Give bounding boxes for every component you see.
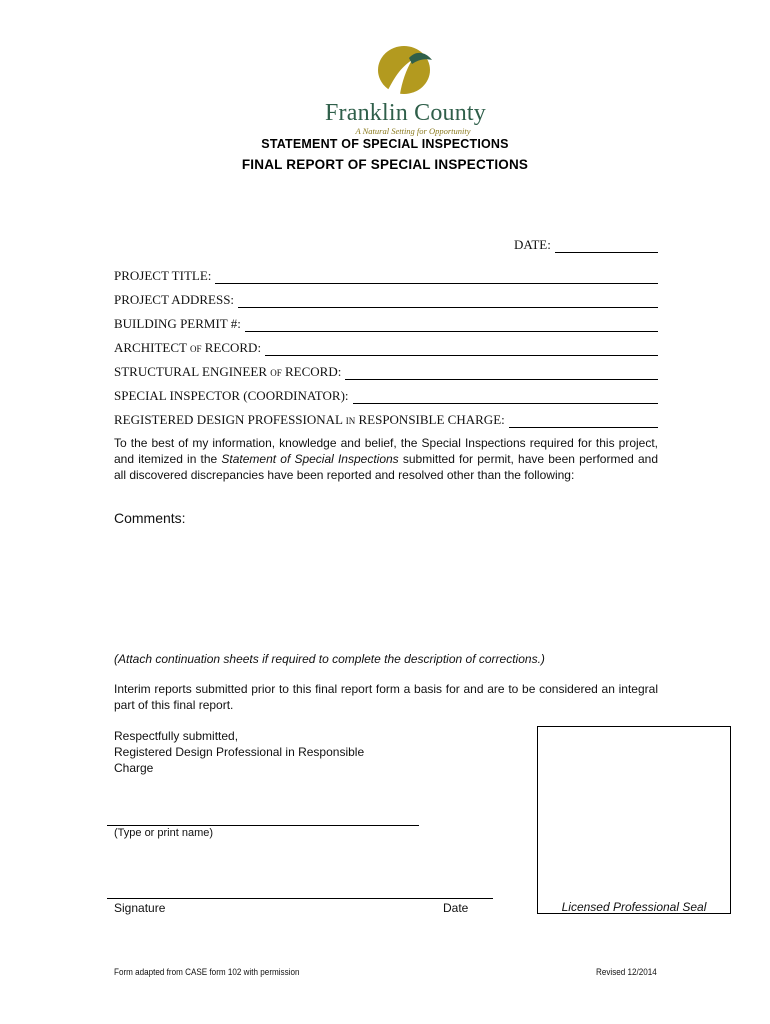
logo-name: Franklin County — [324, 100, 486, 126]
name-line[interactable] — [107, 825, 419, 826]
signer-title-line1: Registered Design Professional in Responsible — [114, 745, 365, 759]
attach-note: (Attach continuation sheets if required to complete the description of corrections.) — [114, 652, 545, 666]
special-inspector-line[interactable] — [353, 391, 658, 404]
architect-line[interactable] — [265, 343, 658, 356]
registered-design-professional-field[interactable] — [114, 410, 658, 428]
document-subtitle: FINAL REPORT OF SPECIAL INSPECTIONS — [241, 157, 529, 172]
footer-credit: Form adapted from CASE form 102 with permission — [114, 967, 300, 977]
building-permit-label: BUILDING PERMIT #: — [114, 316, 241, 331]
special-inspector-field[interactable] — [114, 386, 658, 404]
statement-italic: Statement of Special Inspections — [221, 452, 399, 466]
signature-date-label: Date — [443, 901, 469, 915]
respectfully-submitted: Respectfully submitted, — [114, 729, 239, 743]
architect-field[interactable] — [114, 338, 658, 356]
project-title-label: PROJECT TITLE: — [114, 268, 212, 283]
comments-label: Comments: — [114, 510, 186, 526]
name-label: (Type or print name) — [114, 827, 214, 839]
comments-area[interactable] — [110, 530, 658, 645]
date-line[interactable] — [555, 240, 658, 253]
signer-title-line2: Charge — [114, 761, 154, 775]
registered-design-professional-line[interactable] — [509, 415, 658, 428]
structural-engineer-label: STRUCTURAL ENGINEER of RECORD: — [114, 364, 342, 379]
franklin-county-leaf-icon — [376, 42, 436, 100]
signature-line[interactable] — [107, 898, 493, 899]
date-label: DATE: — [514, 237, 551, 252]
date-field[interactable] — [514, 235, 658, 253]
project-address-field[interactable] — [114, 290, 658, 308]
special-inspector-label: SPECIAL INSPECTOR (COORDINATOR): — [114, 388, 349, 403]
document-title: STATEMENT OF SPECIAL INSPECTIONS — [261, 137, 509, 151]
statement-paragraph — [114, 435, 658, 483]
architect-label: ARCHITECT of RECORD: — [114, 340, 262, 355]
signature-label: Signature — [114, 901, 166, 915]
registered-design-professional-label: REGISTERED DESIGN PROFESSIONAL in RESPONSIBLE CHARGE: — [114, 412, 505, 427]
franklin-county-logo — [318, 42, 493, 138]
project-address-line[interactable] — [238, 295, 658, 308]
project-title-field[interactable] — [114, 266, 658, 284]
structural-engineer-field[interactable] — [114, 362, 658, 380]
statement-text-1: To the best of my information, knowledge and belief, the Special Inspections required for this project, and itemized in the — [114, 436, 658, 466]
logo-tagline: A Natural Setting for Opportunity — [355, 126, 471, 136]
professional-seal-box[interactable] — [537, 726, 731, 914]
statement-text-2: submitted for permit, have been performed and all discovered discrepancies have been reported and resolved other than the following: — [114, 452, 658, 482]
interim-paragraph: Interim reports submitted prior to this final report form a basis for and are to be considered an integral part of this final report. — [114, 682, 658, 712]
structural-engineer-line[interactable] — [345, 367, 658, 380]
footer-revision: Revised 12/2014 — [596, 967, 657, 977]
seal-label: Licensed Professional Seal — [561, 900, 707, 914]
building-permit-line[interactable] — [245, 319, 658, 332]
project-address-label: PROJECT ADDRESS: — [114, 292, 235, 307]
building-permit-field[interactable] — [114, 314, 658, 332]
submission-block — [114, 728, 394, 776]
project-title-line[interactable] — [215, 271, 658, 284]
